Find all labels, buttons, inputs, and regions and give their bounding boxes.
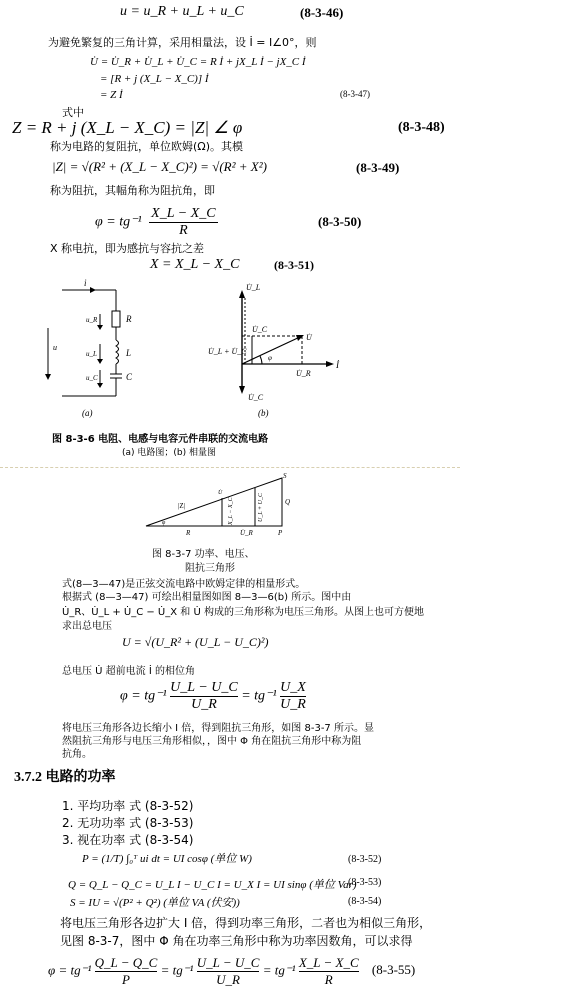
divider xyxy=(0,467,460,468)
equation-phase-angle xyxy=(120,680,306,713)
section-heading: 3.7.2 电路的功率 xyxy=(14,770,116,785)
equation-8-3-51: X = X_L − X_C xyxy=(150,257,240,272)
label-R: R xyxy=(126,314,132,324)
label-UL: U̇_L xyxy=(246,283,261,292)
label-phi: φ xyxy=(162,520,166,526)
paragraph: 求出总电压 xyxy=(62,621,112,632)
eq-lhs: φ = tg⁻¹ xyxy=(48,962,92,978)
equation-number: (8-3-55) xyxy=(371,962,416,978)
fraction-numerator: Q_L − Q_C xyxy=(94,955,158,970)
paragraph: 抗角。 xyxy=(62,749,92,760)
paragraph: 式(8—3—47)是正弦交流电路中欧姆定律的相量形式。 xyxy=(62,579,306,590)
paragraph: 称为阻抗，其幅角称为阻抗角，即 xyxy=(50,184,215,197)
label-L: L xyxy=(126,348,132,358)
label-UL-UC: U_L + U_C xyxy=(258,493,264,522)
label-uC: u_C xyxy=(86,374,98,382)
eq-lhs: φ = tg⁻¹ xyxy=(95,214,142,230)
fraction-numerator: X_L − X_C xyxy=(151,206,216,221)
phasor-diagram xyxy=(242,296,330,390)
equation-number: (8-3-52) xyxy=(348,854,382,865)
circuit-arrows xyxy=(45,287,103,388)
equation-8-3-49: |Z| = √(R² + (X_L − X_C)²) = √(R² + X²) xyxy=(52,159,267,174)
equation-8-3-50 xyxy=(95,206,218,239)
eq-mid: = tg⁻¹ xyxy=(262,962,296,978)
label-i: i xyxy=(84,278,87,288)
equation-8-3-52: P = (1/T) ∫₀ᵀ ui dt = UI cosφ (单位 W) xyxy=(82,853,252,865)
fraction-numerator: U_L − U_C xyxy=(170,680,238,695)
equation-number: (8-3-54) xyxy=(348,896,382,907)
list-item: 2. 无功功率 式 (8-3-53) xyxy=(62,816,194,830)
eq-lhs: φ = tg⁻¹ xyxy=(120,688,167,704)
fraction-numerator: X_L − X_C xyxy=(298,955,359,970)
equation-8-3-47-line2: = [R + j (X_L − X_C)] İ xyxy=(100,73,209,85)
fraction-denominator: U_R xyxy=(216,972,240,987)
paragraph: U̇_R、U̇_L + U̇_C − U̇_X 和 U̇ 构成的三角形称为电压三角形。从图上也可方便地 xyxy=(62,607,424,618)
label-UC: U̇_C xyxy=(252,325,268,334)
fraction-denominator: U_R xyxy=(191,697,217,712)
label-XL-XC: X_L − X_C xyxy=(228,497,234,525)
list-item: 1. 平均功率 式 (8-3-52) xyxy=(62,799,194,813)
figure-subcaption: (a) 电路图；(b) 相量图 xyxy=(122,448,216,458)
label-phi: φ xyxy=(268,354,272,362)
fraction-numerator: U_X xyxy=(280,680,306,695)
fraction-denominator: P xyxy=(121,972,130,987)
equation-8-3-47-line3: = Z İ xyxy=(100,89,123,101)
eq-mid: = tg⁻¹ xyxy=(160,962,194,978)
paragraph: 然阻抗三角形与电压三角形相似，，图中 Φ 角在阻抗三角形中称为阻 xyxy=(62,736,362,747)
label-U: U̇ xyxy=(306,333,312,342)
label-Z: |Z| xyxy=(178,502,186,510)
label-a: (a) xyxy=(82,408,93,418)
equation-8-3-47-line1: U̇ = U̇_R + U̇_L + U̇_C = R İ + jX_L İ − jX_C İ xyxy=(90,56,306,68)
label-uR: u_R xyxy=(86,316,98,324)
fraction-denominator: U_R xyxy=(280,697,306,712)
label-C: C xyxy=(126,372,133,382)
equation-number: (8-3-49) xyxy=(356,160,400,175)
figure-caption-line2: 阻抗三角形 xyxy=(185,563,235,574)
paragraph: 为避免繁复的三角计算，采用相量法，设 İ = I∠0°，则 xyxy=(48,36,317,49)
label-R: R xyxy=(186,529,191,537)
equation-8-3-53: Q = Q_L − Q_C = U_L I − U_C I = U_X I = UI sinφ (单位 Var) xyxy=(68,879,357,891)
label-u: u xyxy=(53,343,57,352)
label-I: İ xyxy=(336,360,339,370)
equation-8-3-46: u = u_R + u_L + u_C xyxy=(120,4,244,19)
circuit-diagram xyxy=(48,290,122,396)
paragraph: 称为电路的复阻抗，单位欧姆(Ω)。其模 xyxy=(50,140,243,153)
paragraph: 将电压三角形各边长缩小 I 倍，得到阻抗三角形，如图 8-3-7 所示。显 xyxy=(62,723,374,734)
equation-8-3-54: S = IU = √(P² + Q²) (单位 VA (伏安)) xyxy=(70,897,240,909)
equation-number: (8-3-48) xyxy=(398,120,445,135)
label-b: (b) xyxy=(258,408,269,418)
equation-number: (8-3-51) xyxy=(274,258,314,272)
equation-8-3-55 xyxy=(48,955,415,988)
label-Q: Q xyxy=(285,498,291,506)
label-S: S xyxy=(283,472,287,480)
fraction-denominator: R xyxy=(324,972,333,987)
label-shizhong: 式中 xyxy=(62,106,84,119)
label-UR: U̇_R xyxy=(240,529,253,537)
list-item: 3. 视在功率 式 (8-3-54) xyxy=(62,833,194,847)
figure-caption: 图 8-3-7 功率、电压、 xyxy=(152,549,255,560)
label-UC-down: U̇_C xyxy=(248,393,264,402)
figure-8-3-7 xyxy=(140,470,310,540)
eq-mid: = tg⁻¹ xyxy=(241,688,277,704)
phasor-arrows xyxy=(239,290,334,394)
paragraph: 见图 8-3-7，图中 Φ 角在功率三角形中称为功率因数角，可以求得 xyxy=(60,934,413,948)
label-uL: u_L xyxy=(86,350,97,358)
label-UL-plus-UC: U̇_L + U̇_C xyxy=(208,347,247,356)
label-U: U̇ xyxy=(218,490,223,496)
equation-number: (8-3-53) xyxy=(348,877,382,888)
paragraph: 总电压 U̇ 超前电流 İ 的相位角 xyxy=(62,666,195,677)
fraction-denominator: R xyxy=(179,223,188,238)
equation-number: (8-3-46) xyxy=(300,5,344,20)
figure-caption: 图 8-3-6 电阻、电感与电容元件串联的交流电路 xyxy=(52,434,269,445)
paragraph: 将电压三角形各边扩大 I 倍，得到功率三角形，二者也为相似三角形， xyxy=(60,916,432,930)
paragraph: 根据式 (8—3—47) 可绘出相量图如图 8—3—6(b) 所示。图中由 xyxy=(62,592,352,603)
equation-total-voltage: U = √(U_R² + (U_L − U_C)²) xyxy=(122,635,269,649)
fraction-numerator: U_L − U_C xyxy=(196,955,260,970)
label-P: P xyxy=(278,529,283,537)
equation-8-3-48: Z = R + j (X_L − X_C) = |Z| ∠ φ xyxy=(12,118,243,137)
equation-number: (8-3-47) xyxy=(340,89,370,99)
paragraph: X 称电抗，即为感抗与容抗之差 xyxy=(50,242,205,255)
label-UR: U̇_R xyxy=(296,369,311,378)
equation-number: (8-3-50) xyxy=(318,214,362,229)
